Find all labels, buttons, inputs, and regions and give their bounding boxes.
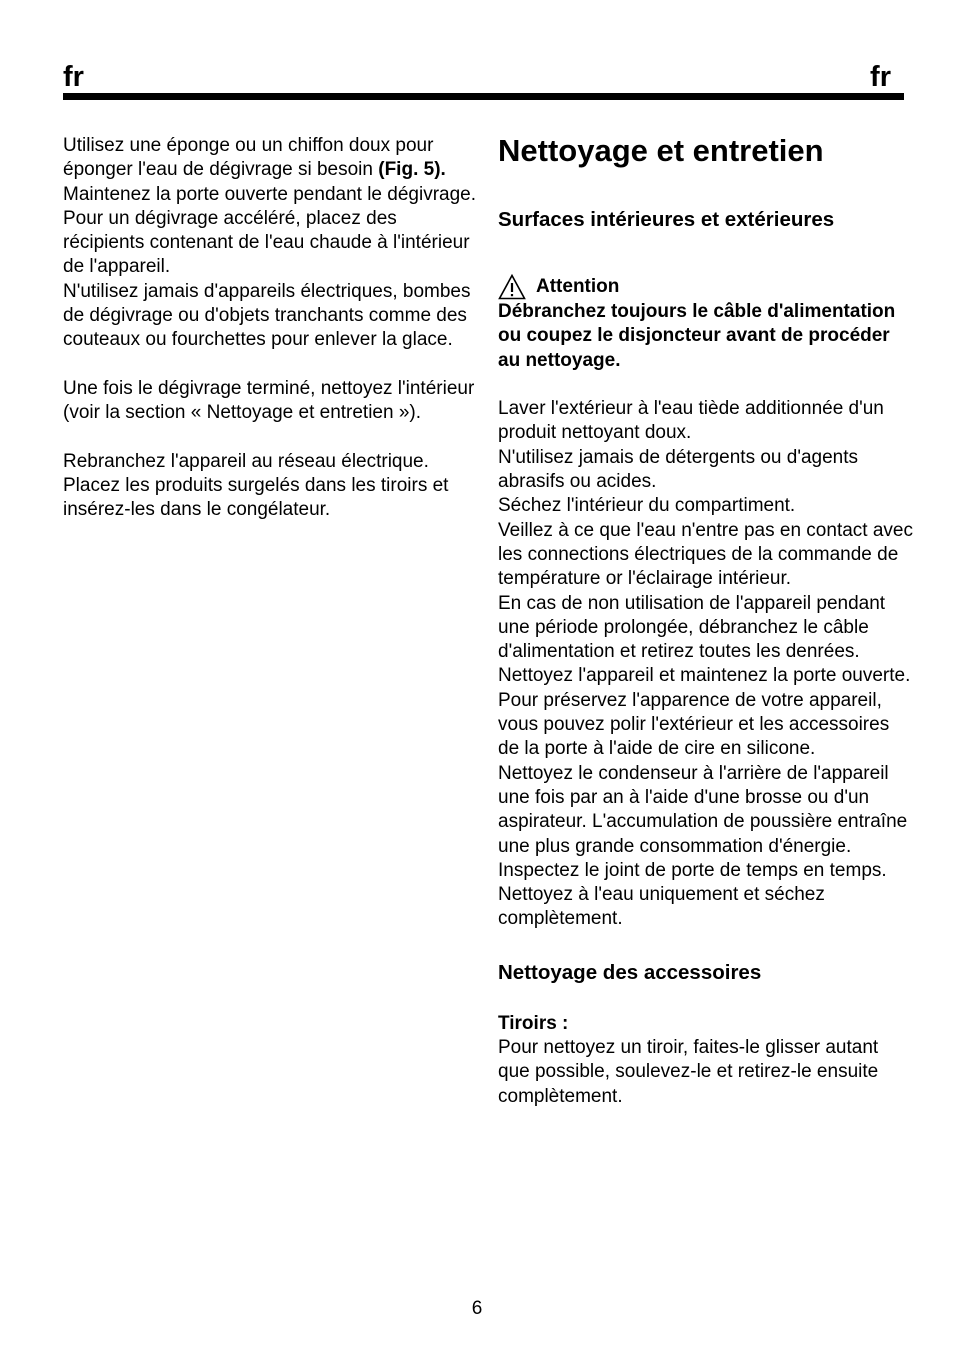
subtitle-accessories: Nettoyage des accessoires: [498, 960, 762, 984]
figure-reference: (Fig. 5).: [378, 159, 446, 181]
care-line: Inspectez le joint de porte de temps en temps.: [498, 859, 887, 881]
text-accelerated-defrost: Pour un dégivrage accéléré, placez des récipients contenant de l'eau chaude à l'intérieur de l'appareil.: [63, 207, 470, 278]
attention-text: Débranchez toujours le câble d'alimentation ou coupez le disjoncteur avant de procéder au nettoyage.: [498, 301, 896, 371]
text-door-open: Maintenez la porte ouverte pendant le dégivrage.: [63, 183, 476, 205]
spacer: [498, 233, 914, 274]
paragraph-after-defrost: Une fois le dégivrage terminé, nettoyez l'intérieur (voir la section « Nettoyage et entretien »).: [63, 377, 475, 424]
text-place-frozen: Placez les produits surgelés dans les tiroirs et insérez-les dans le congélateur.: [63, 475, 449, 521]
care-line: Nettoyez le condenseur à l'arrière de l'appareil une fois par an à l'aide d'une brosse ou d'un aspirateur. L'accumulation de poussière entraîne une plus grande consommation d'énergie.: [498, 762, 908, 857]
text-reconnect: Rebranchez l'appareil au réseau électrique.: [63, 450, 429, 472]
text-sponge: Utilisez une éponge ou un chiffon doux pour éponger l'eau de dégivrage si besoin: [63, 135, 434, 181]
spacer: [498, 373, 914, 397]
spacer: [498, 986, 914, 1012]
care-line: Nettoyez l'appareil et maintenez la porte ouverte.: [498, 665, 911, 687]
drawers-text: Pour nettoyez un tiroir, faites-le glisser autant que possible, soulevez-le et retirez-le ensuite complètement.: [498, 1037, 879, 1107]
right-column: [498, 207, 914, 1109]
spacer: [498, 932, 914, 960]
drawers-label: Tiroirs :: [498, 1012, 569, 1034]
care-line: En cas de non utilisation de l'appareil pendant une période prolongée, débranchez le câble d'alimentation et retirez toutes les denrées.: [498, 592, 886, 663]
subtitle-surfaces: Surfaces intérieures et extérieures: [498, 208, 835, 231]
spacer: [63, 353, 478, 377]
care-line: Pour préservez l'apparence de votre appareil, vous pouvez polir l'extérieur et les accessoires de la porte à l'aide de cire en silicone.: [498, 689, 890, 760]
section-title: Nettoyage et entretien: [498, 133, 824, 168]
header-rule: [63, 93, 904, 100]
care-line: N'utilisez jamais de détergents ou d'agents abrasifs ou acides.: [498, 446, 859, 493]
header-language-right: fr: [870, 61, 891, 93]
paragraph-defrost: [63, 134, 478, 183]
care-line: Séchez l'intérieur du compartiment.: [498, 495, 796, 517]
care-line: Veillez à ce que l'eau n'entre pas en contact avec les connections électriques de la commande de température or l'éclairage intérieur.: [498, 519, 913, 590]
spacer: [63, 426, 478, 450]
text-never-use: N'utilisez jamais d'appareils électriques, bombes de dégivrage ou d'objets tranchants comme des couteaux ou fourchettes pour enlever la glace.: [63, 280, 471, 351]
header-language-left: fr: [63, 61, 84, 93]
attention-heading: [498, 274, 914, 300]
warning-triangle-icon: [498, 274, 526, 300]
attention-label: Attention: [536, 275, 620, 297]
left-column: [63, 134, 478, 523]
page-number: 6: [471, 1298, 483, 1319]
care-line: Laver l'extérieur à l'eau tiède additionnée d'un produit nettoyant doux.: [498, 398, 884, 444]
care-line: Nettoyez à l'eau uniquement et séchez complètement.: [498, 884, 825, 930]
